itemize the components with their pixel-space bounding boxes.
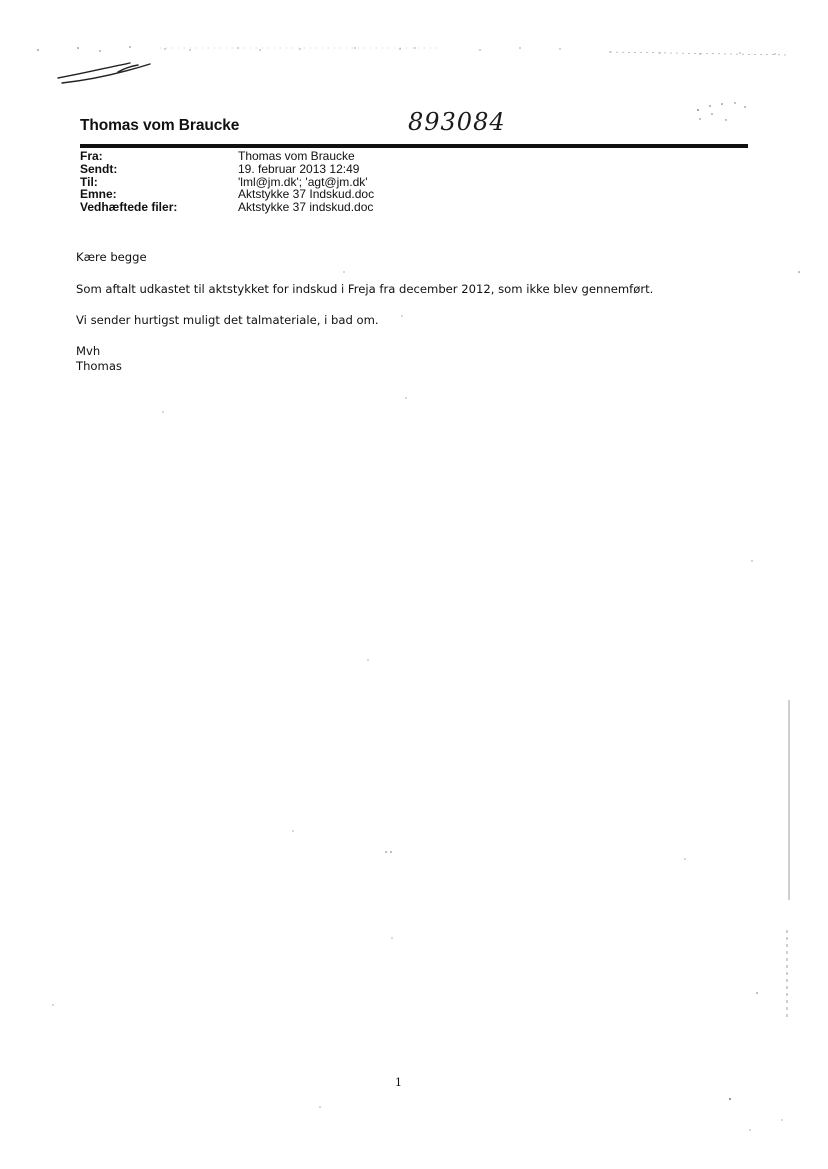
handwritten-initials xyxy=(58,63,150,83)
meta-label: Emne: xyxy=(80,187,117,202)
body-paragraph-2: Vi sender hurtigst muligt det talmateriale, i bad om. xyxy=(76,313,379,327)
meta-label: Sendt: xyxy=(80,161,118,176)
signature: Thomas xyxy=(76,359,122,373)
sender-name: Thomas vom Braucke xyxy=(80,117,240,134)
scattered-specks xyxy=(52,271,799,1130)
body-paragraph-1: Som aftalt udkastet til aktstykket for indskud i Freja fra december 2012, som ikke blev gennemført. xyxy=(76,282,654,296)
meta-value: Aktstykke 37 indskud.doc xyxy=(238,200,374,215)
right-edge-marks xyxy=(787,700,789,1020)
email-body xyxy=(76,250,716,374)
meta-label: Fra: xyxy=(80,149,103,163)
top-scan-noise xyxy=(37,46,790,55)
email-sender-header xyxy=(80,108,748,148)
meta-value: Thomas vom Braucke xyxy=(238,149,355,163)
page-number: 1 xyxy=(395,1076,402,1089)
greeting: Kære begge xyxy=(76,250,147,264)
closing: Mvh xyxy=(76,344,101,358)
meta-label: Til: xyxy=(80,174,98,189)
meta-label: Vedhæftede filer: xyxy=(80,200,178,215)
handwritten-doc-number: 893084 xyxy=(408,108,506,136)
meta-value: 'lml@jm.dk'; 'agt@jm.dk' xyxy=(238,174,368,189)
meta-value: Aktstykke 37 Indskud.doc xyxy=(238,187,375,202)
meta-value: 19. februar 2013 12:49 xyxy=(238,161,360,176)
